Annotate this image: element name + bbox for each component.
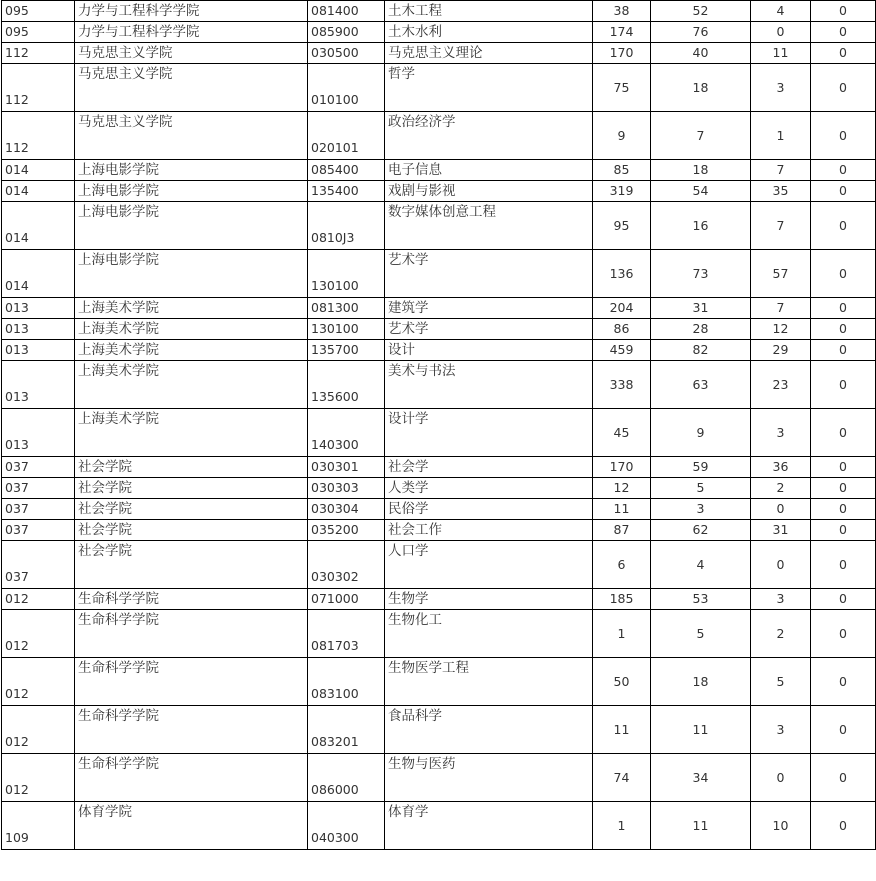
table-row [2, 409, 876, 457]
count-4: 0 [811, 64, 876, 112]
table-body [2, 1, 876, 850]
college-name: 生命科学学院 [75, 754, 308, 802]
major-name: 生物化工 [385, 610, 593, 658]
count-3: 29 [751, 340, 811, 361]
count-3: 7 [751, 202, 811, 250]
major-name: 体育学 [385, 802, 593, 850]
count-4: 0 [811, 499, 876, 520]
college-name: 生命科学学院 [75, 589, 308, 610]
count-2: 63 [651, 361, 751, 409]
college-code: 112 [2, 112, 75, 160]
table-row [2, 802, 876, 850]
table-row [2, 754, 876, 802]
major-code: 035200 [308, 520, 385, 541]
college-code: 013 [2, 409, 75, 457]
major-code: 030304 [308, 499, 385, 520]
count-4: 0 [811, 298, 876, 319]
table-row [2, 64, 876, 112]
enrollment-table [1, 0, 876, 850]
college-code: 012 [2, 589, 75, 610]
major-code: 085900 [308, 22, 385, 43]
table-row [2, 43, 876, 64]
count-1: 136 [593, 250, 651, 298]
college-name: 马克思主义学院 [75, 43, 308, 64]
count-3: 10 [751, 802, 811, 850]
college-name: 上海美术学院 [75, 361, 308, 409]
count-4: 0 [811, 202, 876, 250]
major-name: 生物学 [385, 589, 593, 610]
count-3: 57 [751, 250, 811, 298]
count-2: 31 [651, 298, 751, 319]
major-code: 010100 [308, 64, 385, 112]
college-code: 014 [2, 160, 75, 181]
major-name: 马克思主义理论 [385, 43, 593, 64]
count-3: 31 [751, 520, 811, 541]
college-name: 上海电影学院 [75, 160, 308, 181]
count-2: 62 [651, 520, 751, 541]
college-name: 马克思主义学院 [75, 112, 308, 160]
count-3: 3 [751, 64, 811, 112]
count-1: 459 [593, 340, 651, 361]
count-3: 35 [751, 181, 811, 202]
count-1: 319 [593, 181, 651, 202]
count-2: 5 [651, 478, 751, 499]
college-name: 上海美术学院 [75, 298, 308, 319]
count-3: 11 [751, 43, 811, 64]
college-name: 上海电影学院 [75, 202, 308, 250]
count-3: 5 [751, 658, 811, 706]
count-4: 0 [811, 802, 876, 850]
major-code: 040300 [308, 802, 385, 850]
count-1: 95 [593, 202, 651, 250]
major-code: 071000 [308, 589, 385, 610]
major-name: 哲学 [385, 64, 593, 112]
count-1: 74 [593, 754, 651, 802]
college-code: 012 [2, 658, 75, 706]
count-2: 7 [651, 112, 751, 160]
count-1: 87 [593, 520, 651, 541]
count-4: 0 [811, 250, 876, 298]
count-4: 0 [811, 361, 876, 409]
major-name: 艺术学 [385, 319, 593, 340]
count-2: 59 [651, 457, 751, 478]
major-code: 0810J3 [308, 202, 385, 250]
major-name: 人口学 [385, 541, 593, 589]
table-row [2, 112, 876, 160]
count-2: 11 [651, 802, 751, 850]
major-code: 085400 [308, 160, 385, 181]
count-3: 0 [751, 754, 811, 802]
major-name: 美术与书法 [385, 361, 593, 409]
table-row [2, 457, 876, 478]
major-name: 电子信息 [385, 160, 593, 181]
table-row [2, 250, 876, 298]
count-3: 2 [751, 478, 811, 499]
count-1: 204 [593, 298, 651, 319]
table-row [2, 589, 876, 610]
major-code: 083201 [308, 706, 385, 754]
count-4: 0 [811, 160, 876, 181]
college-code: 037 [2, 541, 75, 589]
major-code: 135700 [308, 340, 385, 361]
major-name: 设计 [385, 340, 593, 361]
college-name: 社会学院 [75, 520, 308, 541]
count-2: 73 [651, 250, 751, 298]
count-4: 0 [811, 478, 876, 499]
college-code: 014 [2, 250, 75, 298]
college-code: 037 [2, 478, 75, 499]
count-3: 7 [751, 160, 811, 181]
major-code: 086000 [308, 754, 385, 802]
major-code: 030303 [308, 478, 385, 499]
count-3: 3 [751, 589, 811, 610]
table-row [2, 499, 876, 520]
table-row [2, 478, 876, 499]
count-4: 0 [811, 1, 876, 22]
count-2: 9 [651, 409, 751, 457]
table-row [2, 361, 876, 409]
college-code: 037 [2, 520, 75, 541]
major-code: 020101 [308, 112, 385, 160]
major-name: 设计学 [385, 409, 593, 457]
major-code: 083100 [308, 658, 385, 706]
major-code: 030500 [308, 43, 385, 64]
college-code: 013 [2, 319, 75, 340]
count-3: 7 [751, 298, 811, 319]
major-name: 民俗学 [385, 499, 593, 520]
major-name: 艺术学 [385, 250, 593, 298]
count-2: 4 [651, 541, 751, 589]
major-name: 生物与医药 [385, 754, 593, 802]
count-3: 0 [751, 22, 811, 43]
count-1: 50 [593, 658, 651, 706]
table-row [2, 22, 876, 43]
count-1: 85 [593, 160, 651, 181]
count-4: 0 [811, 541, 876, 589]
major-code: 130100 [308, 250, 385, 298]
count-2: 28 [651, 319, 751, 340]
count-3: 36 [751, 457, 811, 478]
count-2: 18 [651, 160, 751, 181]
table-row [2, 319, 876, 340]
count-2: 82 [651, 340, 751, 361]
college-code: 037 [2, 499, 75, 520]
college-code: 014 [2, 181, 75, 202]
major-code: 081300 [308, 298, 385, 319]
college-name: 社会学院 [75, 499, 308, 520]
count-2: 52 [651, 1, 751, 22]
college-name: 力学与工程科学学院 [75, 22, 308, 43]
count-3: 0 [751, 499, 811, 520]
major-code: 081703 [308, 610, 385, 658]
count-2: 53 [651, 589, 751, 610]
major-code: 030302 [308, 541, 385, 589]
count-3: 12 [751, 319, 811, 340]
table-row [2, 706, 876, 754]
count-2: 18 [651, 658, 751, 706]
count-1: 1 [593, 610, 651, 658]
college-name: 社会学院 [75, 457, 308, 478]
table-row [2, 202, 876, 250]
major-name: 土木工程 [385, 1, 593, 22]
college-code: 012 [2, 610, 75, 658]
count-1: 1 [593, 802, 651, 850]
count-4: 0 [811, 754, 876, 802]
major-name: 人类学 [385, 478, 593, 499]
count-3: 23 [751, 361, 811, 409]
count-1: 185 [593, 589, 651, 610]
count-1: 11 [593, 706, 651, 754]
college-code: 095 [2, 22, 75, 43]
college-name: 马克思主义学院 [75, 64, 308, 112]
count-4: 0 [811, 610, 876, 658]
count-3: 0 [751, 541, 811, 589]
table-row [2, 181, 876, 202]
count-4: 0 [811, 706, 876, 754]
college-code: 112 [2, 43, 75, 64]
college-name: 生命科学学院 [75, 658, 308, 706]
major-code: 130100 [308, 319, 385, 340]
college-code: 112 [2, 64, 75, 112]
table-row [2, 610, 876, 658]
major-name: 政治经济学 [385, 112, 593, 160]
table-row [2, 520, 876, 541]
count-3: 3 [751, 409, 811, 457]
college-name: 上海美术学院 [75, 340, 308, 361]
college-code: 037 [2, 457, 75, 478]
college-name: 上海电影学院 [75, 181, 308, 202]
college-code: 012 [2, 706, 75, 754]
count-1: 6 [593, 541, 651, 589]
college-name: 体育学院 [75, 802, 308, 850]
table-row [2, 160, 876, 181]
table-row [2, 298, 876, 319]
count-4: 0 [811, 22, 876, 43]
count-4: 0 [811, 112, 876, 160]
count-1: 86 [593, 319, 651, 340]
table-row [2, 658, 876, 706]
college-code: 013 [2, 340, 75, 361]
count-1: 38 [593, 1, 651, 22]
major-code: 030301 [308, 457, 385, 478]
college-name: 上海电影学院 [75, 250, 308, 298]
college-code: 013 [2, 298, 75, 319]
count-2: 40 [651, 43, 751, 64]
count-3: 1 [751, 112, 811, 160]
college-name: 社会学院 [75, 541, 308, 589]
count-4: 0 [811, 409, 876, 457]
count-2: 76 [651, 22, 751, 43]
major-code: 135600 [308, 361, 385, 409]
count-1: 75 [593, 64, 651, 112]
college-code: 013 [2, 361, 75, 409]
major-code: 135400 [308, 181, 385, 202]
count-1: 170 [593, 43, 651, 64]
major-code: 140300 [308, 409, 385, 457]
major-name: 食品科学 [385, 706, 593, 754]
major-name: 社会工作 [385, 520, 593, 541]
count-4: 0 [811, 589, 876, 610]
college-name: 上海美术学院 [75, 409, 308, 457]
college-name: 上海美术学院 [75, 319, 308, 340]
count-4: 0 [811, 340, 876, 361]
count-1: 170 [593, 457, 651, 478]
count-2: 11 [651, 706, 751, 754]
count-2: 54 [651, 181, 751, 202]
count-2: 3 [651, 499, 751, 520]
major-name: 土木水利 [385, 22, 593, 43]
major-name: 戏剧与影视 [385, 181, 593, 202]
count-1: 11 [593, 499, 651, 520]
count-4: 0 [811, 520, 876, 541]
major-name: 建筑学 [385, 298, 593, 319]
count-2: 18 [651, 64, 751, 112]
college-name: 力学与工程科学学院 [75, 1, 308, 22]
college-code: 095 [2, 1, 75, 22]
college-code: 014 [2, 202, 75, 250]
table-row [2, 541, 876, 589]
count-4: 0 [811, 43, 876, 64]
college-name: 生命科学学院 [75, 706, 308, 754]
table-row [2, 1, 876, 22]
major-name: 生物医学工程 [385, 658, 593, 706]
count-4: 0 [811, 319, 876, 340]
count-2: 5 [651, 610, 751, 658]
college-code: 012 [2, 754, 75, 802]
count-1: 12 [593, 478, 651, 499]
college-name: 社会学院 [75, 478, 308, 499]
college-name: 生命科学学院 [75, 610, 308, 658]
count-1: 45 [593, 409, 651, 457]
major-name: 社会学 [385, 457, 593, 478]
count-2: 34 [651, 754, 751, 802]
count-1: 174 [593, 22, 651, 43]
major-code: 081400 [308, 1, 385, 22]
count-3: 3 [751, 706, 811, 754]
count-3: 4 [751, 1, 811, 22]
count-2: 16 [651, 202, 751, 250]
count-4: 0 [811, 457, 876, 478]
table-row [2, 340, 876, 361]
count-3: 2 [751, 610, 811, 658]
count-4: 0 [811, 658, 876, 706]
count-1: 338 [593, 361, 651, 409]
count-1: 9 [593, 112, 651, 160]
major-name: 数字媒体创意工程 [385, 202, 593, 250]
count-4: 0 [811, 181, 876, 202]
college-code: 109 [2, 802, 75, 850]
